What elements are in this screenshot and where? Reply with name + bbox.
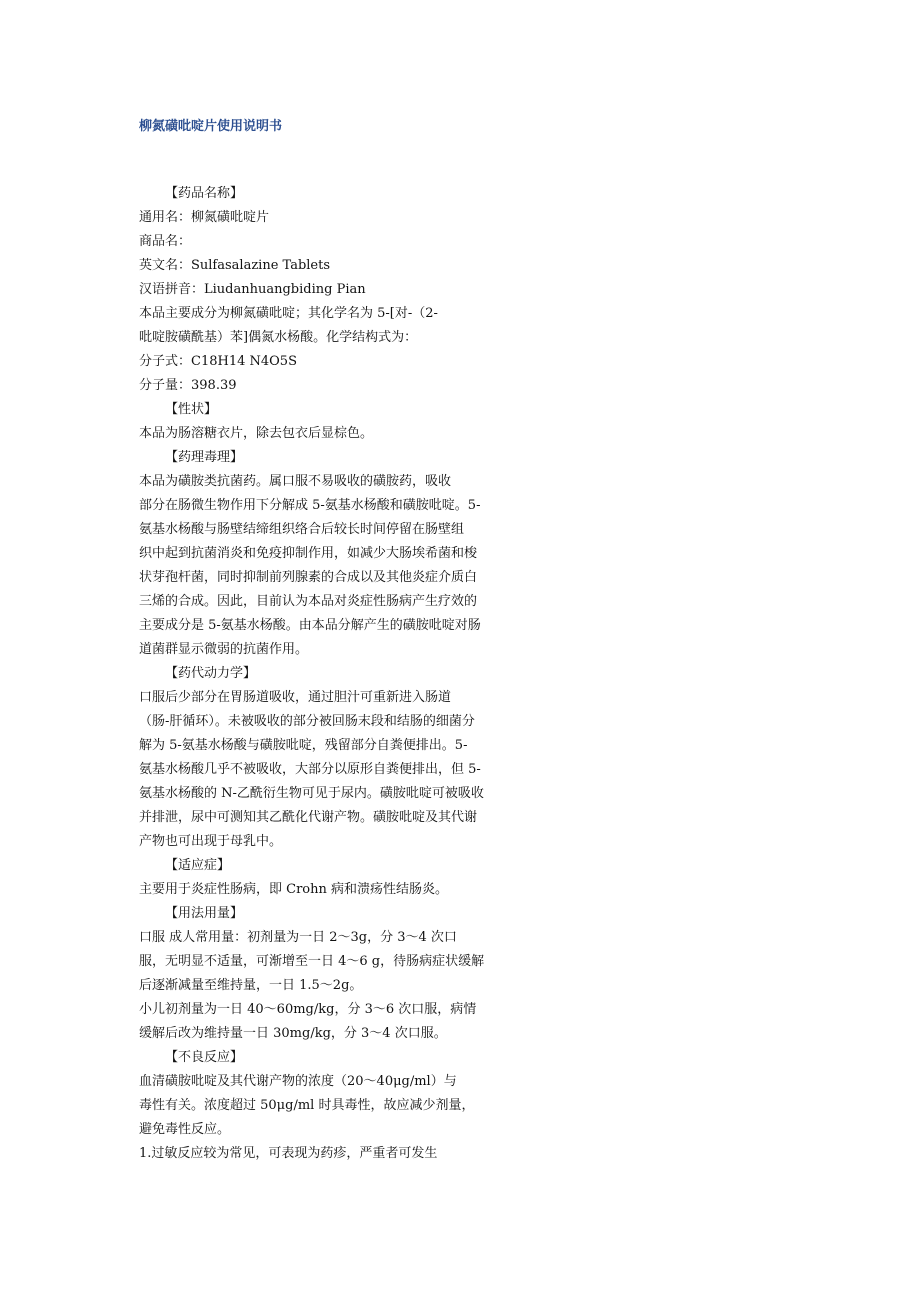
text-line: 毒性有关。浓度超过 50μg/ml 时具毒性，故应减少剂量， (139, 1098, 475, 1113)
text-line: 商品名： (139, 234, 192, 249)
text-line: 本品为肠溶糖衣片，除去包衣后显棕色。 (139, 426, 374, 441)
section-heading: 【药理毒理】 (165, 450, 244, 465)
text-line: （肠-肝循环）。未被吸收的部分被回肠末段和结肠的细菌分 (139, 714, 475, 729)
text-line: 并排泄，尿中可测知其乙酰化代谢产物。磺胺吡啶及其代谢 (139, 810, 478, 825)
section-heading: 【性状】 (165, 402, 218, 417)
document-body (139, 182, 519, 1166)
text-line: 三烯的合成。因此，目前认为本品对炎症性肠病产生疗效的 (139, 594, 478, 609)
text-line: 1.过敏反应较为常见，可表现为药疹，严重者可发生 (139, 1146, 438, 1161)
text-line: 状芽孢杆菌，同时抑制前列腺素的合成以及其他炎症介质白 (139, 570, 478, 585)
text-line: 部分在肠微生物作用下分解成 5-氨基水杨酸和磺胺吡啶。5- (139, 498, 481, 513)
section-heading: 【适应症】 (165, 858, 231, 873)
section-heading: 【不良反应】 (165, 1050, 244, 1065)
text-line: 主要用于炎症性肠病，即 Crohn 病和溃疡性结肠炎。 (139, 882, 448, 897)
text-line: 氨基水杨酸几乎不被吸收，大部分以原形自粪便排出，但 5- (139, 762, 481, 777)
document-title: 柳氮磺吡啶片使用说明书 (139, 119, 283, 134)
text-line: 道菌群显示微弱的抗菌作用。 (139, 642, 309, 657)
text-line: 主要成分是 5-氨基水杨酸。由本品分解产生的磺胺吡啶对肠 (139, 618, 481, 633)
section-heading: 【用法用量】 (165, 906, 244, 921)
text-line: 英文名：Sulfasalazine Tablets (139, 258, 331, 273)
section-heading: 【药代动力学】 (165, 666, 257, 681)
text-line: 分子量：398.39 (139, 378, 237, 393)
text-line: 吡啶胺磺酰基）苯]偶氮水杨酸。化学结构式为： (139, 330, 418, 345)
text-line: 后逐渐减量至维持量，一日 1.5～2g。 (139, 978, 363, 993)
text-line: 本品为磺胺类抗菌药。属口服不易吸收的磺胺药，吸收 (139, 474, 452, 489)
text-line: 分子式：C18H14 N4O5S (139, 354, 297, 369)
text-line: 通用名：柳氮磺吡啶片 (139, 210, 270, 225)
text-line: 汉语拼音：Liudanhuangbiding Pian (139, 282, 366, 297)
section-heading: 【药品名称】 (165, 186, 244, 201)
text-line: 织中起到抗菌消炎和免疫抑制作用，如减少大肠埃希菌和梭 (139, 546, 478, 561)
text-line: 口服 成人常用量：初剂量为一日 2～3g，分 3～4 次口 (139, 930, 457, 945)
text-line: 氨基水杨酸与肠壁结缔组织络合后较长时间停留在肠壁组 (139, 522, 465, 537)
text-line: 避免毒性反应。 (139, 1122, 231, 1137)
text-line: 解为 5-氨基水杨酸与磺胺吡啶，残留部分自粪便排出。5- (139, 738, 468, 753)
text-line: 血清磺胺吡啶及其代谢产物的浓度（20～40μg/ml）与 (139, 1074, 457, 1089)
text-line: 氨基水杨酸的 N-乙酰衍生物可见于尿内。磺胺吡啶可被吸收 (139, 786, 484, 801)
text-line: 本品主要成分为柳氮磺吡啶；其化学名为 5-[对-（2- (139, 306, 438, 321)
text-line: 小儿初剂量为一日 40～60mg/kg，分 3～6 次口服，病情 (139, 1002, 477, 1017)
text-line: 产物也可出现于母乳中。 (139, 834, 283, 849)
text-line: 缓解后改为维持量一日 30mg/kg，分 3～4 次口服。 (139, 1026, 447, 1041)
text-line: 口服后少部分在胃肠道吸收，通过胆汁可重新进入肠道 (139, 690, 452, 705)
text-line: 服，无明显不适量，可渐增至一日 4～6 g，待肠病症状缓解 (139, 954, 485, 969)
